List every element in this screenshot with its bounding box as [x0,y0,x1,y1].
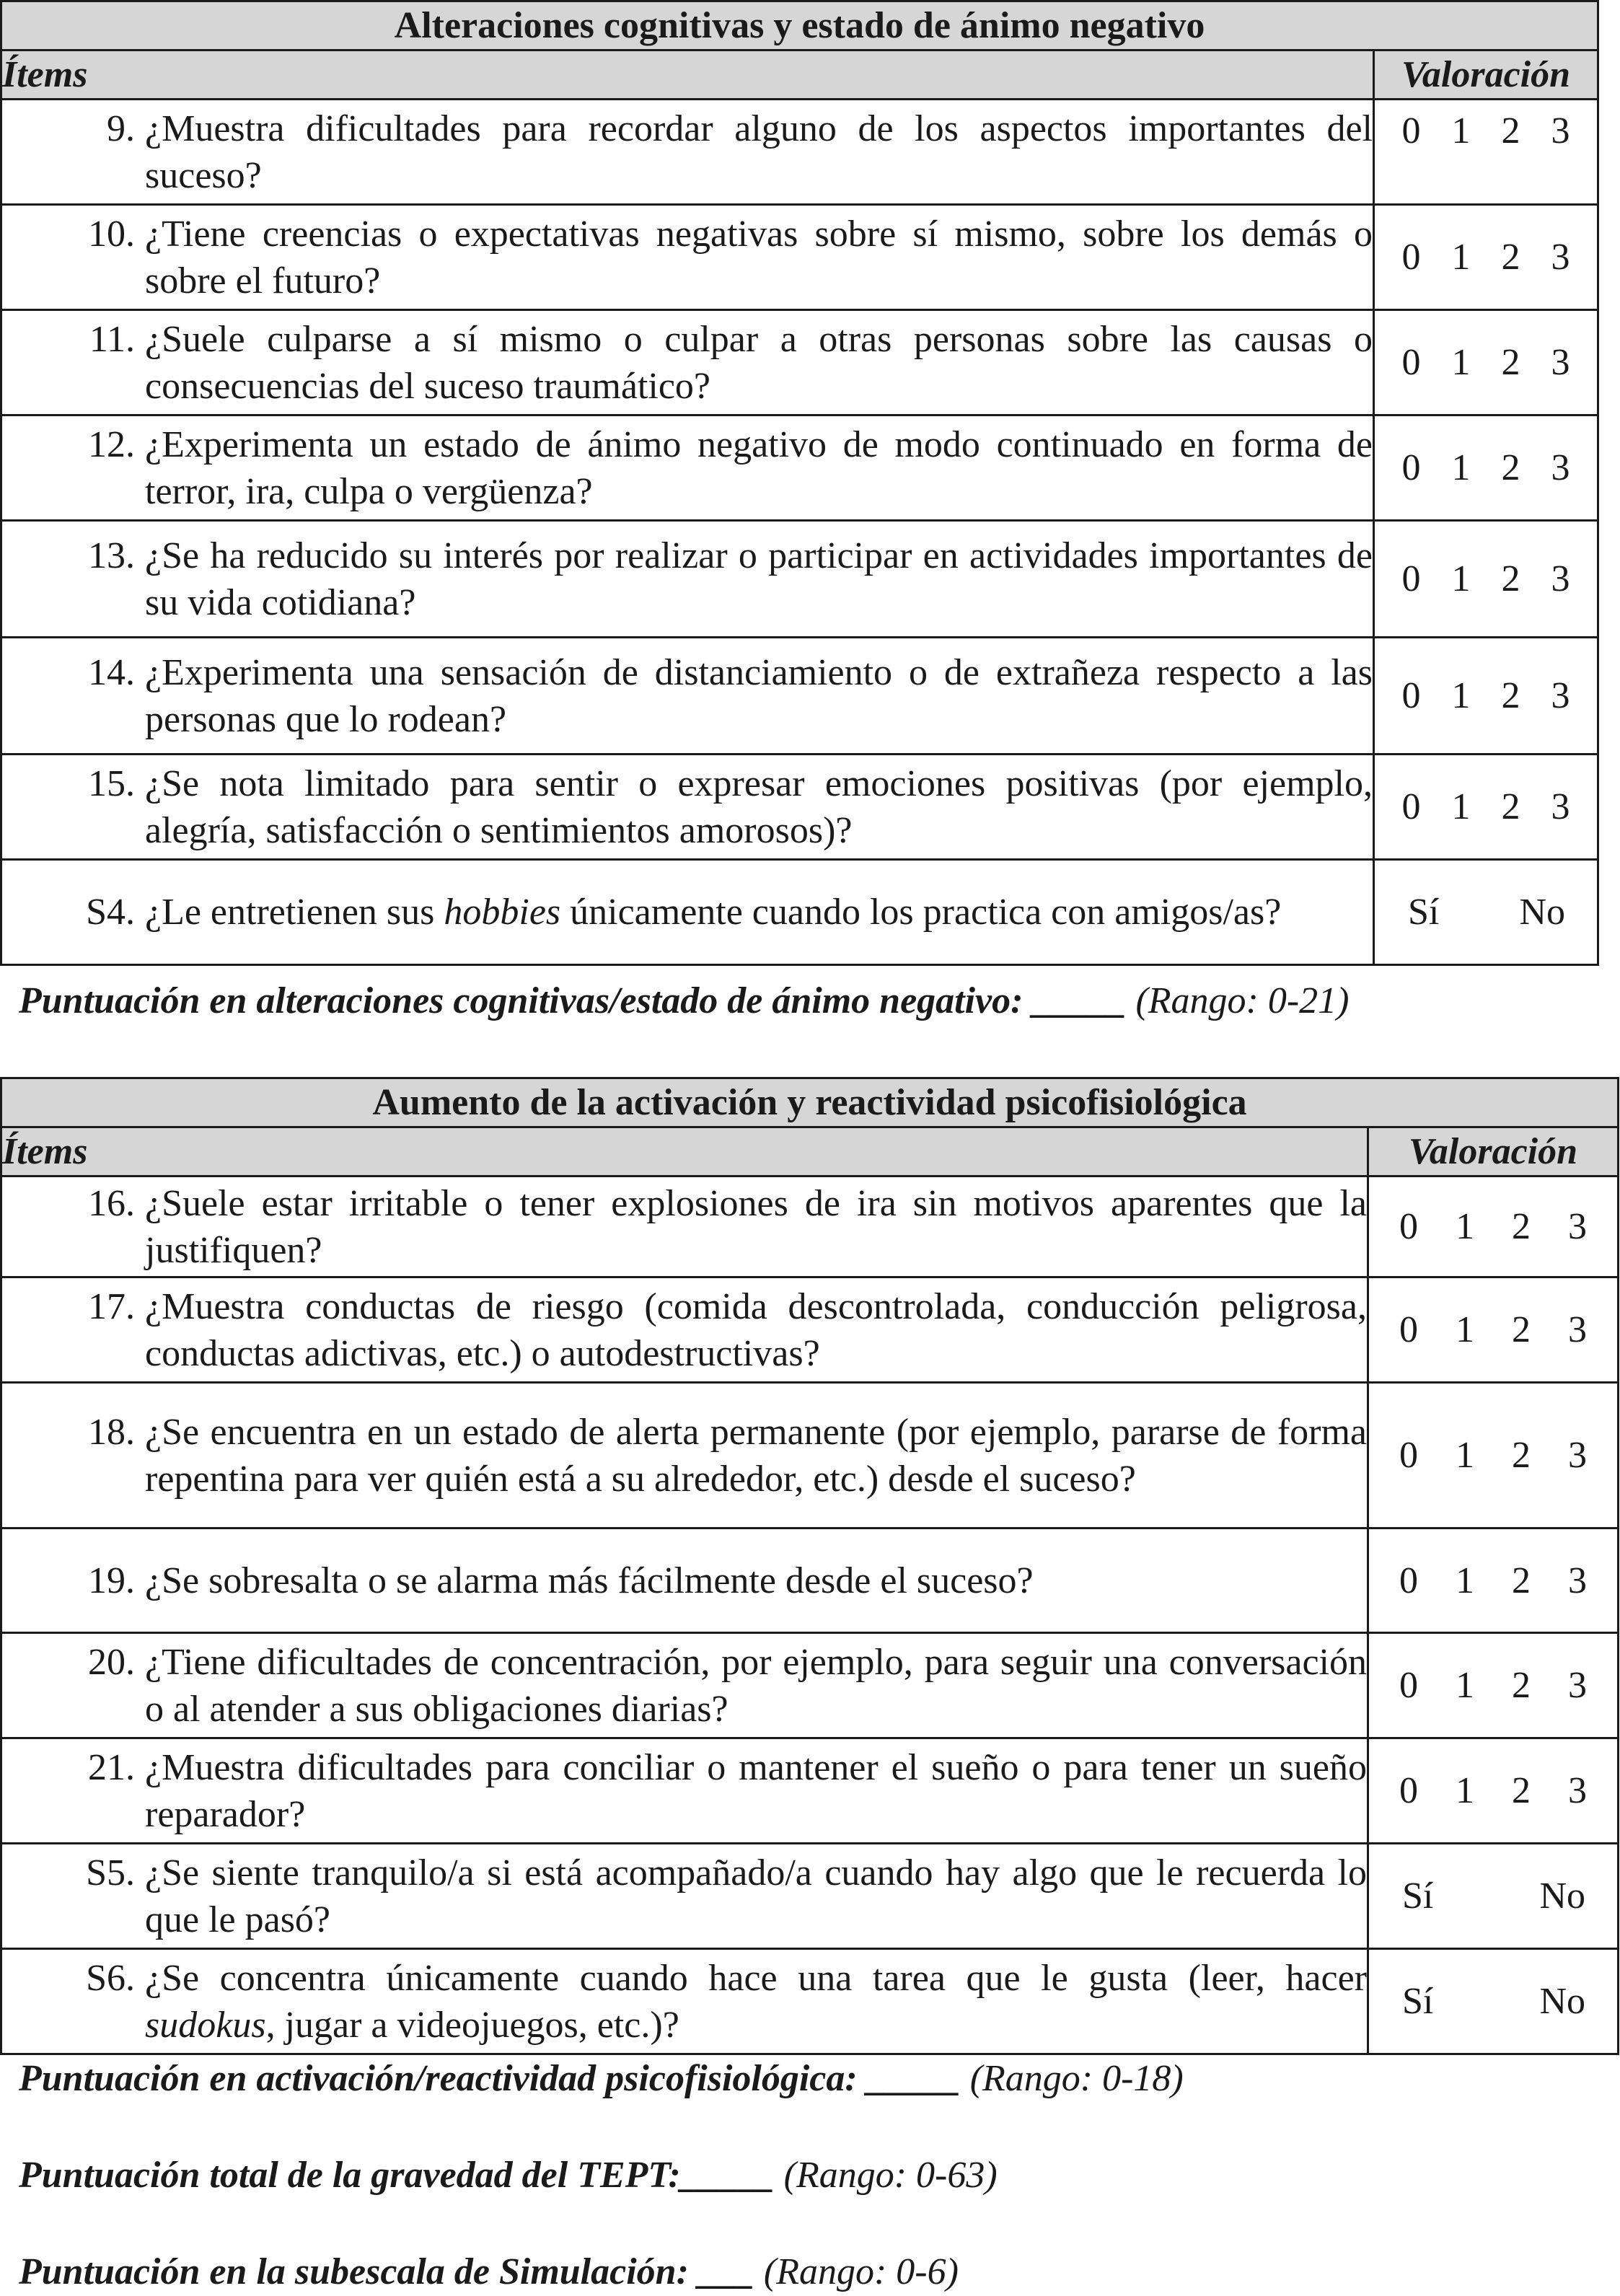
rating-option[interactable]: 0 [1401,558,1421,599]
total-score-range: (Rango: 0-63) [783,2155,998,2196]
rating-option[interactable]: 2 [1512,1560,1531,1601]
rating-option[interactable]: 2 [1512,1770,1531,1811]
item-number: 17. [88,1285,135,1327]
rating-option[interactable]: 3 [1551,447,1570,488]
table-row [1,638,1598,755]
item-number: 12. [88,423,135,465]
rating-option[interactable]: 2 [1501,342,1520,383]
rating-option[interactable]: 1 [1451,675,1471,716]
item-text: ¿Se nota limitado para sentir o expresar emociones positivas (por ejemplo, alegría, satisfacción o sentimientos amorosos)? [145,762,1373,851]
rating-option[interactable]: 0 [1401,447,1421,488]
rating-option[interactable]: 3 [1551,558,1570,599]
section-title: Aumento de la activación y reactividad psicofisiológica [1,1078,1619,1127]
rating-option[interactable]: 0 [1399,1665,1418,1706]
rating-option[interactable]: 0 [1399,1309,1418,1350]
rating-option[interactable]: 2 [1512,1435,1531,1476]
rating-option[interactable]: 0 [1401,237,1421,278]
item-text: ¿Muestra dificultades para recordar alguno de los aspectos importantes del suceso? [145,107,1373,196]
rating-option[interactable]: 3 [1551,786,1570,827]
item-number: 10. [88,213,135,255]
table-row [1,1529,1619,1633]
rating-option[interactable]: 0 [1399,1560,1418,1601]
score-label: Puntuación en activación/reactividad psicofisiológica: [19,2058,858,2099]
rating-option[interactable]: 3 [1551,342,1570,383]
rating-option[interactable]: 2 [1501,237,1520,278]
table-row [1,100,1598,205]
rating-option[interactable]: 2 [1512,1309,1531,1350]
rating-option[interactable]: 3 [1568,1206,1587,1247]
rating-option[interactable]: 0 [1399,1435,1418,1476]
item-number: 9. [107,107,135,149]
cognitive-score-line [19,980,1349,1022]
rating-header: Valoración [1374,50,1598,100]
rating-option[interactable]: 1 [1451,110,1471,151]
rating-option[interactable]: 2 [1501,675,1520,716]
no-option[interactable]: No [1539,1875,1585,1917]
rating-option[interactable]: 1 [1456,1206,1474,1247]
total-score-line [19,2154,998,2196]
rating-option[interactable]: 1 [1451,447,1471,488]
score-blank[interactable]: _____ [866,2058,961,2099]
item-text: ¿Muestra dificultades para conciliar o mantener el sueño o para tener un sueño reparador? [145,1746,1367,1835]
item-text: ¿Se concentra únicamente cuando hace una tarea que le gusta (leer, hacer sudokus, jugar a videojuegos, etc.)? [145,1957,1367,2046]
table-row [1,415,1598,521]
total-score-blank[interactable]: _____ [680,2155,775,2196]
rating-option[interactable]: 3 [1568,1309,1587,1350]
rating-option[interactable]: 2 [1501,447,1520,488]
score-label: Puntuación en alteraciones cognitivas/estado de ánimo negativo: [19,980,1023,1021]
rating-option[interactable]: 3 [1568,1435,1587,1476]
item-text: ¿Se ha reducido su interés por realizar o participar en actividades importantes de su vida cotidiana? [145,535,1373,623]
item-text: ¿Tiene creencias o expectativas negativas sobre sí mismo, sobre los demás o sobre el futuro? [145,213,1373,302]
item-number: 16. [88,1182,135,1224]
table-row [1,1738,1619,1844]
rating-option[interactable]: 1 [1456,1770,1474,1811]
yes-option[interactable]: Sí [1402,1875,1434,1917]
item-number: 19. [88,1560,135,1601]
table-row [1,521,1598,638]
yes-option[interactable]: Sí [1408,892,1440,933]
simulation-score-range: (Rango: 0-6) [763,2251,959,2292]
table-row [1,860,1598,965]
item-text: ¿Tiene dificultades de concentración, por ejemplo, para seguir una conversación o al atender a sus obligaciones diarias? [145,1641,1367,1730]
item-text: ¿Se encuentra en un estado de alerta permanente (por ejemplo, pararse de forma repentina para ver quién está a su alrededor, etc.) desde el suceso? [145,1411,1367,1500]
item-text: ¿Se siente tranquilo/a si está acompañado/a cuando hay algo que le recuerda lo que le pasó? [145,1852,1367,1940]
item-text: ¿Le entretienen sus hobbies únicamente cuando los practica con amigos/as? [145,892,1282,933]
score-blank[interactable]: _____ [1032,980,1127,1021]
score-range: (Rango: 0-18) [969,2058,1184,2099]
rating-option[interactable]: 1 [1451,558,1471,599]
no-option[interactable]: No [1539,1981,1585,2022]
item-number: 13. [88,535,135,576]
rating-option[interactable]: 0 [1401,342,1421,383]
simulation-score-label: Puntuación en la subescala de Simulación: [19,2251,689,2292]
no-option[interactable]: No [1519,892,1565,933]
yes-option[interactable]: Sí [1402,1981,1434,2022]
score-range: (Rango: 0-21) [1135,980,1350,1021]
item-text: ¿Se sobresalta o se alarma más fácilmente desde el suceso? [145,1560,1034,1601]
table-row [1,755,1598,860]
rating-option[interactable]: 3 [1568,1770,1587,1811]
rating-option[interactable]: 0 [1401,675,1421,716]
items-header: Ítems [1,50,1374,100]
item-number: S6. [86,1957,135,1999]
rating-option[interactable]: 1 [1456,1435,1474,1476]
rating-option[interactable]: 0 [1399,1206,1418,1247]
rating-option[interactable]: 1 [1451,342,1471,383]
item-text: ¿Suele estar irritable o tener explosiones de ira sin motivos aparentes que la justifiquen? [145,1182,1367,1271]
item-number: S5. [86,1852,135,1893]
item-text: ¿Muestra conductas de riesgo (comida descontrolada, conducción peligrosa, conductas adictivas, etc.) o autodestructivas? [145,1285,1367,1374]
item-number: 15. [88,762,135,804]
rating-option[interactable]: 3 [1568,1560,1587,1601]
rating-option[interactable]: 2 [1501,786,1520,827]
rating-option[interactable]: 1 [1456,1665,1474,1706]
rating-option[interactable]: 1 [1456,1309,1474,1350]
rating-option[interactable]: 2 [1512,1665,1531,1706]
table-row [1,1277,1619,1383]
rating-option[interactable]: 1 [1456,1560,1474,1601]
table-row [1,1844,1619,1949]
rating-option[interactable]: 3 [1551,110,1570,151]
item-number: 18. [88,1411,135,1453]
items-header: Ítems [1,1127,1368,1176]
rating-option[interactable]: 2 [1512,1206,1531,1247]
rating-option[interactable]: 3 [1551,675,1570,716]
rating-option[interactable]: 0 [1401,110,1421,151]
arousal-score-line [19,2057,1184,2100]
item-text: ¿Suele culparse a sí mismo o culpar a otras personas sobre las causas o consecuencias del suceso traumático? [145,318,1373,407]
total-score-label: Puntuación total de la gravedad del TEPT: [19,2155,681,2196]
rating-option[interactable]: 3 [1551,237,1570,278]
table-row [1,1633,1619,1738]
rating-option[interactable]: 2 [1501,110,1520,151]
table-row [1,1383,1619,1529]
rating-option[interactable]: 0 [1401,786,1421,827]
arousal-reactivity-table [0,1077,1619,2055]
rating-header: Valoración [1368,1127,1619,1176]
item-number: 11. [89,318,135,360]
rating-option[interactable]: 2 [1501,558,1520,599]
table-row [1,310,1598,415]
rating-option[interactable]: 3 [1568,1665,1587,1706]
item-number: 14. [88,651,135,693]
cognitive-mood-table [0,0,1599,966]
item-number: 20. [88,1641,135,1683]
item-text: ¿Experimenta un estado de ánimo negativo de modo continuado en forma de terror, ira, culpa o vergüenza? [145,423,1373,512]
rating-option[interactable]: 0 [1399,1770,1418,1811]
item-number: S4. [86,892,135,933]
rating-option[interactable]: 1 [1451,786,1471,827]
item-text: ¿Experimenta una sensación de distanciamiento o de extrañeza respecto a las personas que lo rodean? [145,651,1373,740]
item-number: 21. [88,1746,135,1788]
table-row [1,1176,1619,1277]
table-row [1,205,1598,310]
rating-option[interactable]: 1 [1451,237,1471,278]
simulation-score-line [19,2251,959,2293]
simulation-score-blank[interactable]: ___ [697,2251,754,2292]
section-title: Alteraciones cognitivas y estado de ánimo negativo [1,1,1598,50]
table-row [1,1949,1619,2054]
